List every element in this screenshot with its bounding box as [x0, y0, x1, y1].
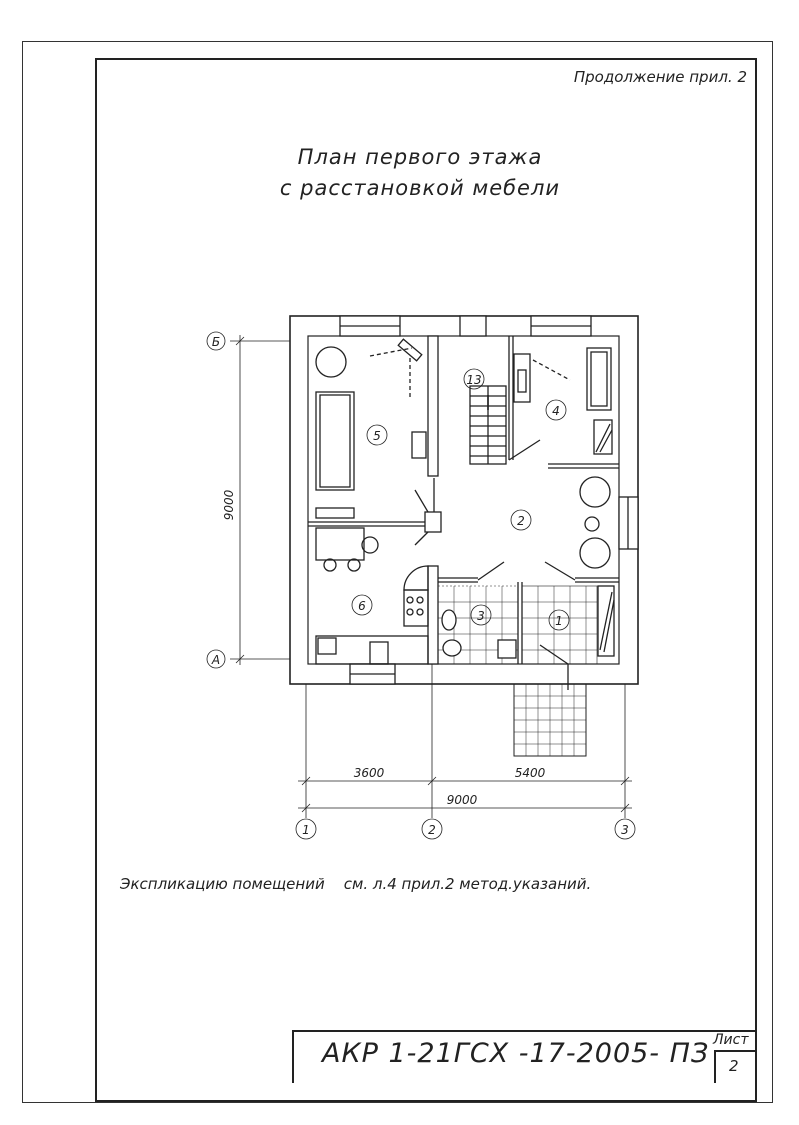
room-label-1: 1 — [555, 614, 563, 628]
room-label-13: 13 — [466, 373, 482, 387]
axis-label-b: Б — [211, 335, 221, 349]
document-code: АКР 1-21ГСХ -17-2005- ПЗ — [322, 1038, 710, 1069]
room-label-3: 3 — [477, 609, 485, 623]
room-label-4: 4 — [552, 404, 560, 418]
room-label-5: 5 — [373, 429, 381, 443]
explication-note: Экспликацию помещений см. л.4 прил.2 метод.указаний. — [120, 875, 592, 893]
sheet-number: 2 — [729, 1057, 739, 1075]
plan-title-line1: План первого этажа — [297, 145, 543, 169]
room-label-2: 2 — [517, 514, 525, 528]
sheet-label: Лист — [713, 1032, 749, 1048]
dim-left: 3600 — [353, 766, 385, 780]
dim-height: 9000 — [222, 489, 236, 521]
axis-label-a: А — [211, 653, 221, 667]
dim-total: 9000 — [446, 793, 478, 807]
plan-title-line2: с расстановкой мебели — [279, 176, 561, 200]
room-label-6: 6 — [358, 599, 366, 613]
axis-label-3: 3 — [621, 823, 629, 837]
axis-label-1: 1 — [302, 823, 310, 837]
inner-wall-line — [308, 336, 619, 664]
axis-label-2: 2 — [428, 823, 436, 837]
dim-right: 5400 — [514, 766, 546, 780]
continuation-note: Продолжение прил. 2 — [573, 68, 747, 86]
